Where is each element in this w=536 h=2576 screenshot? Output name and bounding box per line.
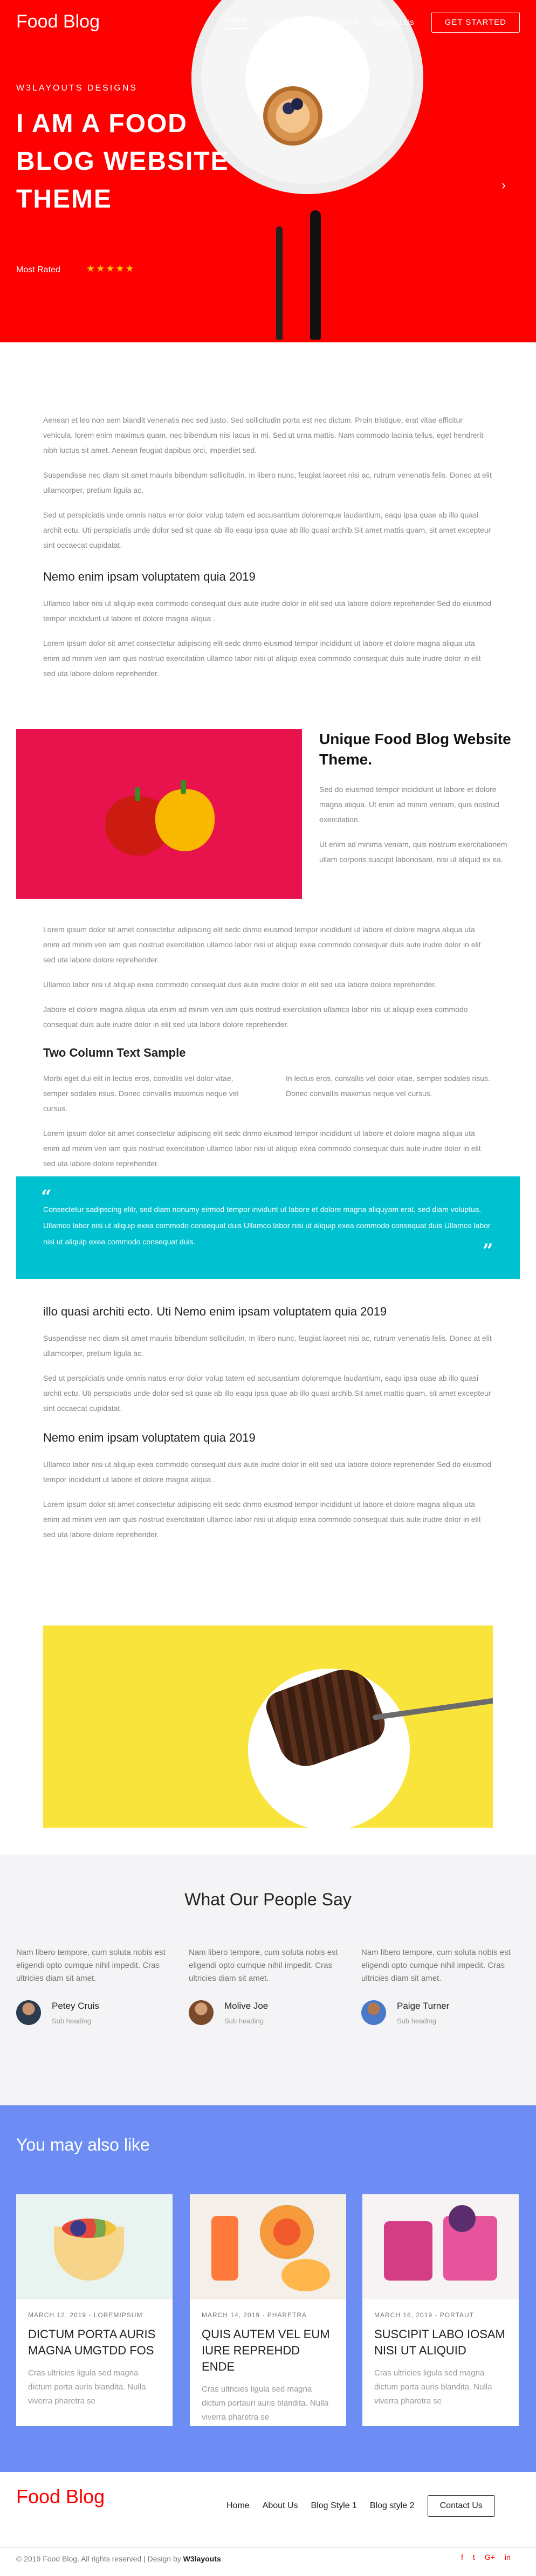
peppers-image (16, 729, 302, 899)
paragraph: Ullamco labor nisi ut aliquip exea commodo consequat duis aute irudre dolor in elit sed uta labore dolore reprehender Sed do eiusmod tempor incididunt ut labore et dolore magna aliqua . (43, 599, 492, 623)
testimonial-person (361, 2000, 518, 2025)
facebook-icon[interactable]: f (461, 2553, 463, 2561)
card-text: Cras ultricies ligula sed magna dictum porta auris blandita. Nulla viverra pharetra se (28, 2368, 146, 2406)
card-image (362, 2194, 519, 2299)
footer-nav-about[interactable]: About Us (262, 2501, 298, 2510)
article-more (43, 1305, 493, 1542)
footer-nav-blog-style-1[interactable]: Blog Style 1 (311, 2501, 357, 2510)
testimonial-card (189, 1946, 345, 2025)
column-right-text: In lectus eros, convallis vel dolor vitae, semper sodales risus. Donec convallis maximus neque vel cursus. (286, 1074, 490, 1098)
testimonial-person (189, 2000, 345, 2025)
section-heading: illo quasi architi ecto. Uti Nemo enim ipsam voluptatem quia 2019 (43, 1305, 387, 1318)
orange-image (281, 2259, 330, 2291)
hero-title: I AM A FOOD BLOG WEBSITE THEME (16, 109, 229, 213)
card-image (16, 2194, 173, 2299)
column-left-text: Morbi eget dui elit in lectus eros, convallis vel dolor vitae, semper sodales risus. Donec convallis maximus neque vel cursus. (43, 1074, 239, 1113)
blueberry-image (291, 98, 303, 110)
testimonial-card (361, 1946, 518, 2025)
section-heading: Nemo enim ipsam voluptatem quia 2019 (43, 570, 256, 583)
top-navbar (0, 0, 536, 43)
card-title[interactable]: DICTUM PORTA AURIS MAGNA UMGTDD FOS (28, 2327, 156, 2357)
footer-divider (0, 2547, 536, 2548)
person-name: Petey Cruis (52, 2000, 99, 2011)
main-menu (225, 12, 520, 33)
person-name: Molive Joe (224, 2000, 269, 2011)
hero-fork-image (276, 226, 283, 340)
hero-subtitle: W3LAYOUTS DESIGNS (16, 84, 138, 93)
footer-menu (226, 2495, 495, 2517)
hero-knife-image (310, 210, 321, 340)
article-intro (43, 412, 493, 681)
paragraph: Lorem ipsum dolor sit amet consectetur adipiscing elit sedc dnmo eiusmod tempor incididunt ut labore et dolore magna aliqua uta enim ad minim ven iam quis nostrud exercitation ullamco labor nisi ut aliquip exea commodo consequat duis aute irudre dolor in elit sed uta labore dolore reprehender. (43, 925, 481, 964)
twitter-icon[interactable]: t (472, 2553, 475, 2561)
paragraph: Ullamco labor nisi ut aliquip exea commodo consequat duis aute irudre dolor in elit sed uta labore dolore reprehender Sed do eiusmod tempor incididunt ut labore et dolore magna aliqua . (43, 1460, 492, 1484)
card-title[interactable]: SUSCIPIT LABO IOSAM NISI UT ALIQUID (374, 2327, 505, 2357)
footer-nav-blog-style-2[interactable]: Blog style 2 (369, 2501, 415, 2510)
paragraph: Ut enim ad minima veniam, quis nostrum exercitationem ullam corporis suscipit laboriosam, nisi ut aliquid ex ea. (319, 840, 507, 864)
card-text: Cras ultricies ligula sed magna dictum porta auris blandita. Nulla viverra pharetra se (374, 2368, 492, 2406)
chevron-right-icon[interactable]: › (501, 178, 506, 192)
fruit-topping-image (62, 2219, 116, 2238)
footer-brand-logo[interactable]: Food Blog (16, 2485, 105, 2508)
blog-card[interactable] (16, 2194, 173, 2426)
most-rated-label: Most Rated (16, 265, 60, 274)
card-text: Cras ultricies ligula sed magna dictum portauri auris blandita. Nulla viverra pharetra se (202, 2385, 329, 2422)
avatar (361, 2000, 386, 2025)
testimonial-text: Nam libero tempore, cum soluta nobis est eligendi opto cumque nihil impedit. Cras ultricies diam sit amet. (189, 1948, 338, 1983)
smoothie-glass-image (384, 2221, 432, 2281)
paragraph: Ullamco labor nisi ut aliquip exea commodo consequat duis aute irudre dolor in elit sed uta labore dolore reprehender. (43, 980, 437, 989)
paragraph: Suspendisse nec diam sit amet mauris bibendum sollicitudin. In libero nunc, feugiat laoreet nisi ac, rutrum venenatis felis. Donec at elit ullamcorper, pretium ligula ac. (43, 1334, 492, 1358)
testimonials-title: What Our People Say (184, 1890, 352, 1909)
hero-tart-image (263, 86, 322, 146)
testimonial-text: Nam libero tempore, cum soluta nobis est eligendi opto cumque nihil impedit. Cras ultricies diam sit amet. (361, 1948, 511, 1983)
avatar (16, 2000, 41, 2025)
person-role: Sub heading (224, 2016, 264, 2025)
blog-card[interactable] (190, 2194, 346, 2426)
designer-link[interactable]: W3layouts (183, 2554, 221, 2563)
card-meta: MARCH 14, 2019 - PHARETRA (202, 2311, 307, 2319)
avatar (189, 2000, 214, 2025)
person-role: Sub heading (397, 2016, 437, 2025)
nav-home[interactable]: Home (225, 16, 247, 29)
card-title[interactable]: QUIS AUTEM VEL EUM IURE REPREHDD ENDE (202, 2327, 330, 2373)
quote-open-icon: “ (41, 1186, 52, 1208)
paragraph: Lorem ipsum dolor sit amet consectetur adipiscing elit sedc dnmo eiusmod tempor incididunt ut labore et dolore magna aliqua uta enim ad minim ven iam quis nostrud exercitation ullamco labor nisi ut aliquip exea commodo consequat duis aute irudre dolor in elit sed uta labore dolore reprehender. (43, 1500, 481, 1539)
paragraph: Lorem ipsum dolor sit amet consectetur adipiscing elit sedc dnmo eiusmod tempor incididunt ut labore et dolore magna aliqua uta enim ad minim ven iam quis nostrud exercitation ullamco labor nisi ut aliquip exea commodo consequat duis aute irudre dolor in elit sed uta labore dolore reprehender. (43, 639, 481, 678)
blog-card[interactable] (362, 2194, 519, 2426)
nav-dropdown-label: Dropdown (314, 18, 352, 27)
article-body (43, 922, 493, 1171)
nav-dropdown[interactable] (314, 18, 356, 27)
section-heading: Nemo enim ipsam voluptatem quia 2019 (43, 1431, 256, 1444)
google-plus-icon[interactable]: G+ (484, 2553, 495, 2561)
fruit-slice-image (260, 2205, 314, 2259)
copyright-label: © 2019 Food Blog. All rights reserved | Design by (16, 2554, 181, 2563)
juice-bottle-image (211, 2216, 238, 2281)
rating-stars-icon: ★★★★★ (86, 263, 135, 274)
cake-image (43, 1626, 493, 1828)
pepper-stem (181, 780, 186, 794)
testimonial-text: Nam libero tempore, cum soluta nobis est eligendi opto cumque nihil impedit. Cras ultricies diam sit amet. (16, 1948, 166, 1983)
paragraph: Sed do eiusmod tempor incididunt ut labore et dolore magna aliqua. Ut enim ad minim veniam, quis nostrud exercitation. (319, 785, 499, 824)
get-started-button[interactable]: GET STARTED (431, 12, 520, 33)
footer-nav-home[interactable]: Home (226, 2501, 250, 2510)
two-column-block (43, 1071, 493, 1116)
brand-logo[interactable]: Food Blog (16, 11, 100, 32)
testimonial-person (16, 2000, 173, 2025)
paragraph: Lorem ipsum dolor sit amet consectetur adipiscing elit sedc dnmo eiusmod tempor incididunt ut labore et dolore magna aliqua uta enim ad minim ven iam quis nostrud exercitation ullamco labor nisi ut aliquip exea commodo consequat duis aute irudre dolor in elit sed uta labore dolore reprehender. (43, 1129, 481, 1168)
paragraph: Suspendisse nec diam sit amet mauris bibendum sollicitudin. In libero nunc, feugiat laoreet nisi ac, rutrum venenatis felis. Donec at elit ullamcorper, pretium ligula ac. (43, 471, 492, 494)
person-name: Paige Turner (397, 2000, 450, 2011)
social-icons (461, 2553, 511, 2561)
nav-contact[interactable]: Contact Us (374, 18, 414, 27)
unique-title: Unique Food Blog Website Theme. (319, 731, 511, 768)
two-column-title: Two Column Text Sample (43, 1046, 186, 1059)
berries-image (449, 2205, 476, 2232)
quote-text: Consectetur sadipscing elitr, sed diam nonumy eirmod tempor invidunt ut labore et dolore magna aliquyam erat, sed diam voluptua. Ullamco labor nisi ut aliquip exea commodo consequat duis Ullamco labor nisi ut aliquip exea commodo consequat duis Ullamco labor nisi ut aliquip exea commodo consequat duis. (43, 1205, 491, 1246)
paragraph: Aenean et leo non sem blandit venenatis nec sed justo. Sed sollicitudin porta est nec dictum. Proin tristique, erat vitae efficitur vehicula, lorem enim maximus quam, nec bibendum nisi lacus in mi. Sed ut urna mattis. Nam commodo lacinia tellus, eget hendrerit nibh luctus sit amet. Aenean feugiat dapibus orci, imperdiet sed. (43, 416, 484, 454)
testimonial-card (16, 1946, 173, 2025)
copyright-text (16, 2554, 221, 2563)
also-like-title: You may also like (16, 2135, 150, 2154)
nav-about[interactable]: About Us (264, 18, 298, 27)
card-meta: MARCH 16, 2019 - PORTAUT (374, 2311, 474, 2319)
chevron-down-icon: ▾ (353, 20, 357, 26)
linkedin-icon[interactable]: in (504, 2553, 511, 2561)
yellow-pepper-image (155, 789, 215, 851)
paragraph: Jabore et dolore magna aliqua uta enim ad minim ven iam quis nostrud exercitation ullamco labor nisi ut aliquip exea commodo consequat duis aute irudre dolor in elit sed uta labore dolore reprehender. (43, 1005, 468, 1029)
card-image (190, 2194, 346, 2299)
paragraph: Sed ut perspiciatis unde omnis natus error dolor volup tatem ed accusantium doloremque laudantium, eaqu ipsa quae ab illo quasi archit ectu. Uti perspiciatis unde dolor sed sit quae ab illo eaqu ipsa quae ab illo quasi archib.Sit amet mattis quam, sit amet excepteur sint occaecat cupidatat. (43, 1374, 491, 1413)
paragraph: Sed ut perspiciatis unde omnis natus error dolor volup tatem ed accusantium doloremque laudantium, eaqu ipsa quae ab illo quasi archit ectu. Uti perspiciatis unde dolor sed sit quae ab illo eaqu ipsa quae ab illo quasi archib.Sit amet mattis quam, sit amet excepteur sint occaecat cupidatat. (43, 511, 491, 549)
person-role: Sub heading (52, 2016, 92, 2025)
card-meta: MARCH 12, 2019 - LOREMIPSUM (28, 2311, 143, 2319)
pepper-stem (135, 787, 140, 801)
contact-us-button[interactable]: Contact Us (428, 2495, 495, 2517)
hero-section (0, 0, 536, 342)
quote-close-icon: ” (483, 1240, 493, 1262)
quote-block (16, 1176, 520, 1279)
